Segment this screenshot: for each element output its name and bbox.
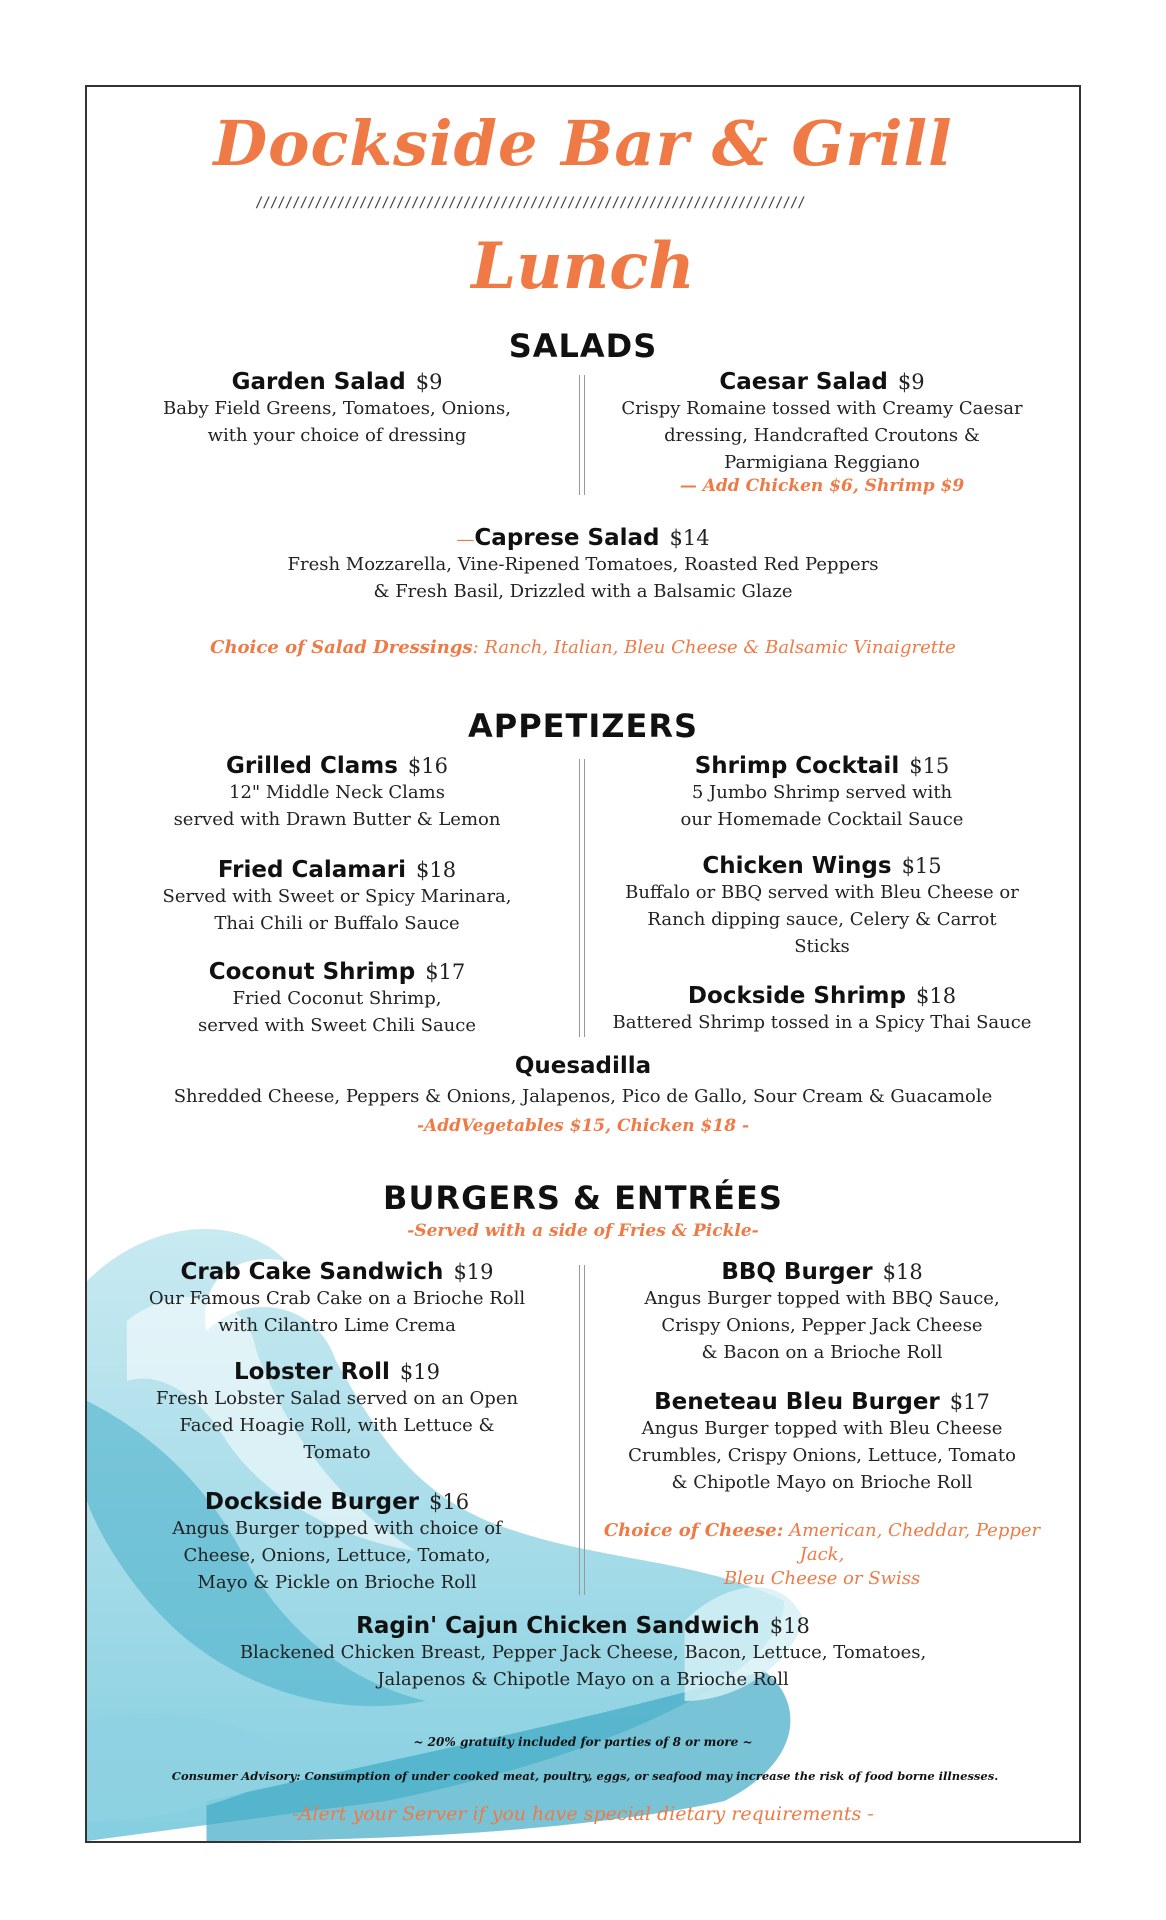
column-divider [579,1265,585,1595]
item-name: Dockside Burger [204,1489,420,1515]
coconut-shrimp [127,959,547,1039]
garden-salad [127,369,547,449]
item-price: $18 [882,1260,923,1284]
chicken-wings [602,853,1042,960]
item-desc: Mayo & Pickle on Brioche Roll [197,1572,477,1593]
item-desc: Fried Coconut Shrimp, [232,988,442,1009]
quesadilla [87,1053,1079,1136]
item-desc: Crispy Onions, Pepper Jack Cheese [661,1315,983,1336]
cheese-list: Bleu Cheese or Swiss [723,1568,921,1589]
salads-heading: SALADS [508,327,658,365]
item-name: Crab Cake Sandwich [180,1259,444,1285]
item-desc: Jalapenos & Chipotle Mayo on a Brioche Roll [377,1669,789,1690]
appetizers-heading: APPETIZERS [467,707,698,745]
item-desc: Angus Burger topped with Bleu Cheese [641,1418,1003,1439]
crab-cake-sandwich [127,1259,547,1339]
item-price: $18 [769,1614,810,1638]
menu-content [87,87,1079,1841]
item-desc: Served with Sweet or Spicy Marinara, [162,886,512,907]
item-name: Garden Salad [231,369,406,395]
item-desc: & Bacon on a Brioche Roll [701,1342,943,1363]
item-price: $16 [429,1490,470,1514]
caesar-salad [602,369,1042,496]
item-price: $16 [407,754,448,778]
item-desc: Our Famous Crab Cake on a Brioche Roll [148,1288,526,1309]
fried-calamari [127,857,547,937]
item-desc: & Fresh Basil, Drizzled with a Balsamic Glaze [373,581,793,602]
item-desc: Buffalo or BBQ served with Bleu Cheese or [625,882,1019,903]
item-name: Ragin' Cajun Chicken Sandwich [356,1613,760,1639]
gratuity-note: ~ 20% gratuity included for parties of 8 or more ~ [413,1735,753,1749]
item-name: Shrimp Cocktail [694,753,900,779]
item-desc: with your choice of dressing [207,425,467,446]
dockside-burger [127,1489,547,1596]
caesar-addon: — Add Chicken $6, Shrimp $9 [679,476,965,496]
item-desc: Baby Field Greens, Tomatoes, Onions, [163,398,511,419]
bbq-burger [602,1259,1042,1366]
item-desc: Sticks [794,936,850,957]
item-desc: dressing, Handcrafted Croutons & [664,425,980,446]
item-desc: served with Sweet Chili Sauce [197,1015,476,1036]
title-divider: ////////////////////////////////////////////////////////////////////////// [255,195,805,211]
item-price: $17 [425,960,466,984]
cheese-label: Choice of Cheese: [603,1520,784,1541]
item-name: Quesadilla [514,1053,652,1079]
meal-title: Lunch [471,229,695,304]
item-name: Grilled Clams [226,753,398,779]
item-name: BBQ Burger [721,1259,873,1285]
dressings-list: : Ranch, Italian, Bleu Cheese & Balsamic Vinaigrette [472,637,956,658]
item-price: $18 [415,858,457,882]
item-desc: Battered Shrimp tossed in a Spicy Thai Sauce [612,1012,1032,1033]
item-desc: Fresh Mozzarella, Vine-Ripened Tomatoes, Roasted Red Peppers [287,554,879,575]
cheese-list: American, Cheddar, Pepper Jack, [783,1520,1041,1565]
item-desc: Crumbles, Crispy Onions, Lettuce, Tomato [628,1445,1016,1466]
quesadilla-addon: -AddVegetables $15, Chicken $18 - [416,1116,750,1136]
cheese-choice-note [592,1519,1052,1591]
dressings-label: Choice of Salad Dressings [210,637,473,658]
item-desc: with Cilantro Lime Crema [218,1315,456,1336]
item-desc: Ranch dipping sauce, Celery & Carrot [647,909,997,930]
item-price: $19 [453,1260,494,1284]
grilled-clams [127,753,547,833]
item-desc: Parmigiana Reggiano [724,452,920,473]
restaurant-name: Dockside Bar & Grill [213,107,953,180]
item-desc: & Chipotle Mayo on Brioche Roll [671,1472,973,1493]
item-price: $15 [901,854,942,878]
item-name: Chicken Wings [702,853,892,879]
item-desc: 5 Jumbo Shrimp served with [691,782,953,803]
item-desc: served with Drawn Butter & Lemon [173,809,501,830]
item-desc: Faced Hoagie Roll, with Lettuce & [179,1415,495,1436]
item-desc: 12" Middle Neck Clams [229,782,445,803]
caprese-dash: — [456,529,475,550]
item-price: $17 [949,1390,990,1414]
item-price: $15 [909,754,950,778]
item-desc: Angus Burger topped with choice of [172,1518,502,1539]
item-desc: Fresh Lobster Salad served on an Open [155,1388,519,1409]
item-desc: Tomato [303,1442,371,1463]
caprese-salad [87,525,1079,605]
column-divider [579,759,585,1037]
item-price: $9 [415,370,443,394]
shrimp-cocktail [602,753,1042,833]
item-name: Dockside Shrimp [687,983,906,1009]
item-name: Beneteau Bleu Burger [654,1389,940,1415]
item-name: Coconut Shrimp [208,959,416,985]
burgers-subheading: -Served with a side of Fries & Pickle- [407,1221,759,1241]
item-name: Caprese Salad [474,525,660,551]
item-desc: Angus Burger topped with BBQ Sauce, [644,1288,1000,1309]
item-desc: Cheese, Onions, Lettuce, Tomato, [183,1545,491,1566]
beneteau-bleu-burger [602,1389,1042,1496]
item-name: Lobster Roll [234,1359,390,1385]
item-desc: our Homemade Cocktail Sauce [680,809,964,830]
item-price: $18 [915,984,957,1008]
cajun-chicken-sandwich [87,1613,1079,1693]
burgers-heading: BURGERS & ENTRÉES [383,1179,783,1217]
dietary-alert: -Alert your Server if you have special dietary requirements - [292,1803,874,1825]
item-price: $14 [669,526,710,550]
item-desc: Thai Chili or Buffalo Sauce [214,913,460,934]
dockside-shrimp [602,983,1042,1036]
item-desc: Blackened Chicken Breast, Pepper Jack Cheese, Bacon, Lettuce, Tomatoes, [239,1642,927,1663]
menu-frame [85,85,1081,1843]
column-divider [579,375,585,495]
item-desc: Shredded Cheese, Peppers & Onions, Jalapenos, Pico de Gallo, Sour Cream & Guacamole [173,1086,993,1107]
lobster-roll [127,1359,547,1466]
item-desc: Crispy Romaine tossed with Creamy Caesar [621,398,1023,419]
item-name: Fried Calamari [217,857,406,883]
item-price: $19 [399,1360,440,1384]
consumer-advisory: Consumer Advisory: Consumption of under cooked meat, poultry, eggs, or seafood may increase the risk of food borne illnesses. [171,1769,999,1783]
item-name: Caesar Salad [719,369,888,395]
dressings-note [87,637,1079,658]
item-price: $9 [897,370,925,394]
